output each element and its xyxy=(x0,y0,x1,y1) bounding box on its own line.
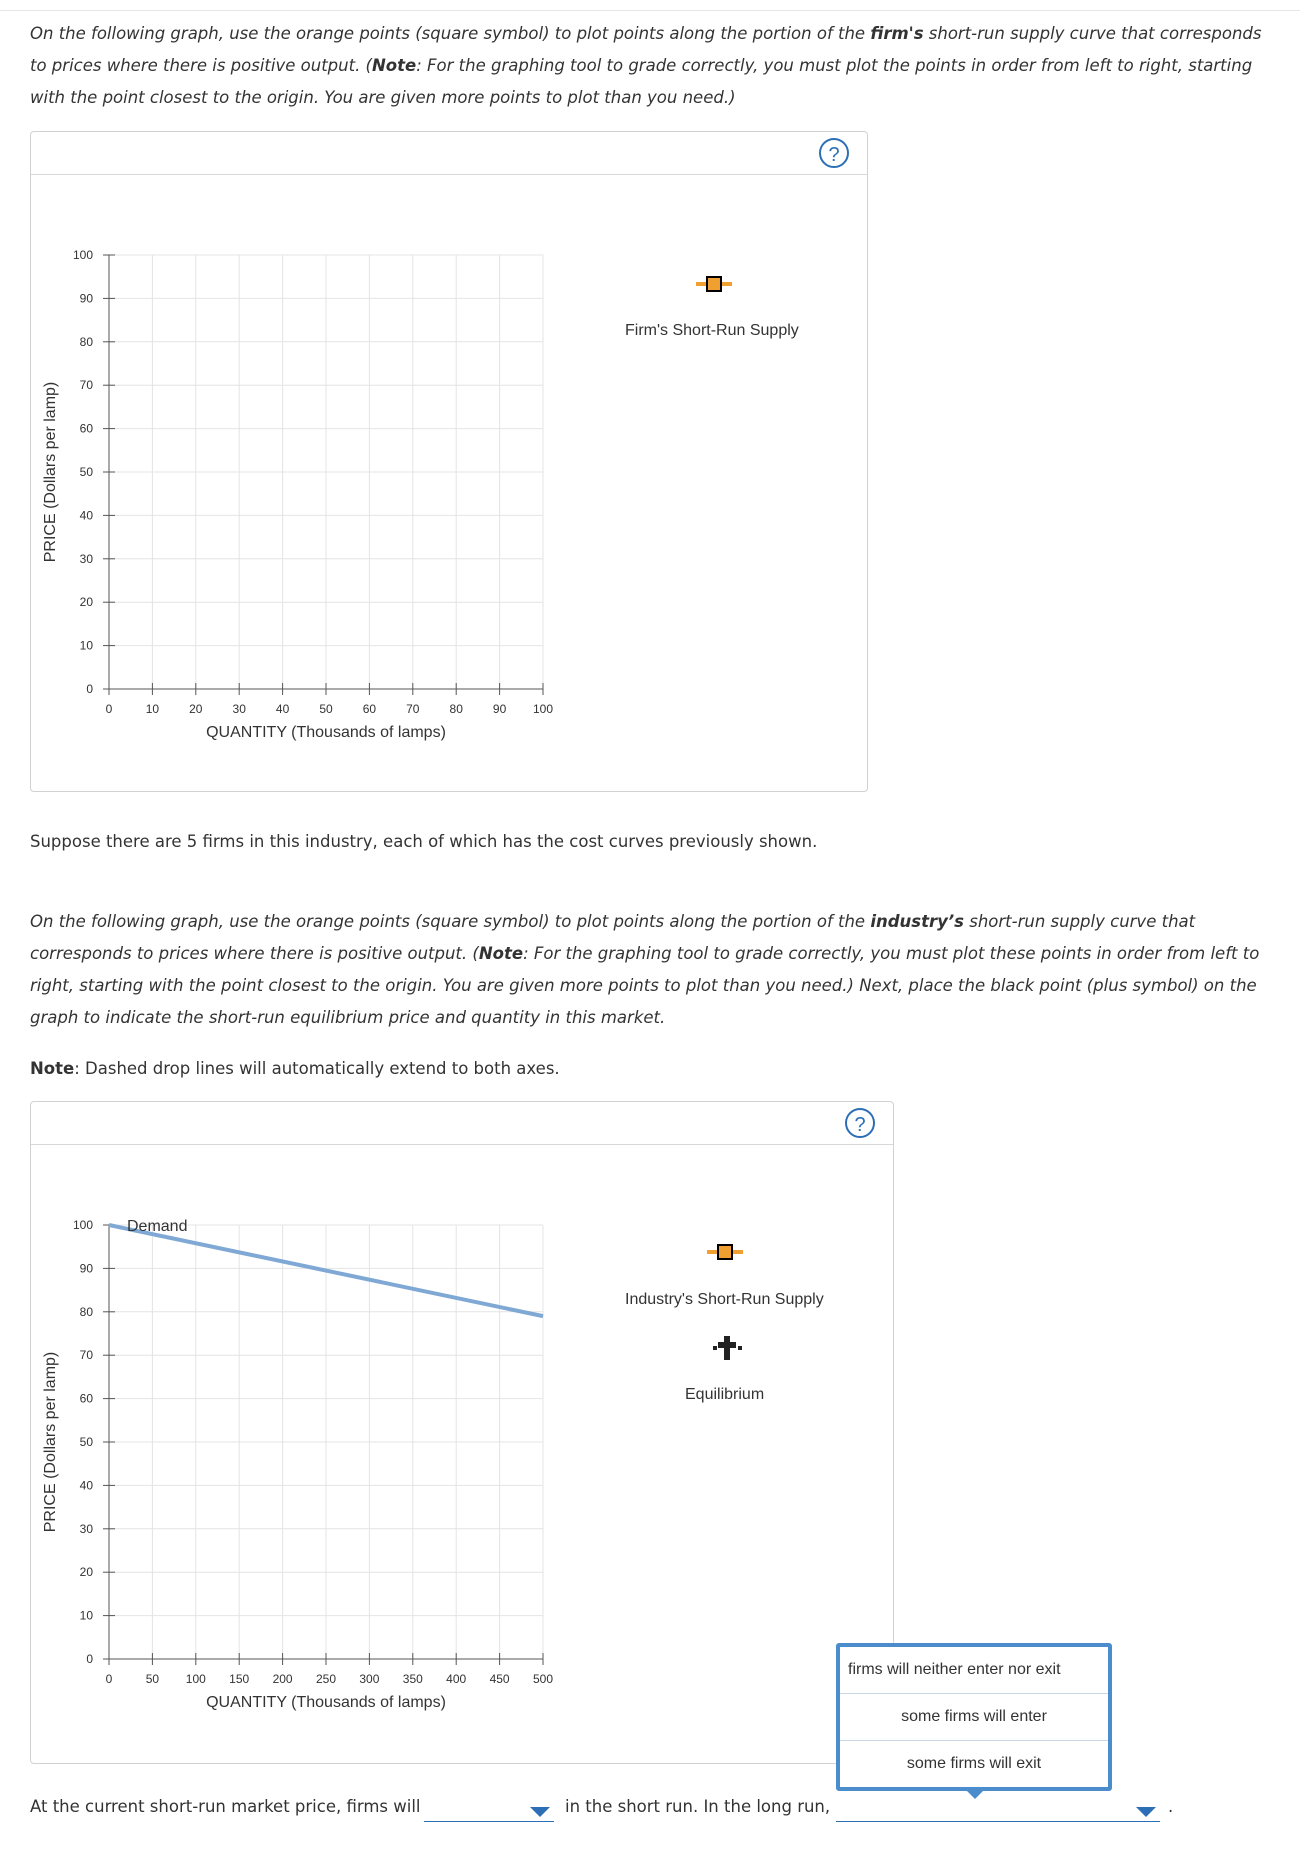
equilibrium-point-tool[interactable] xyxy=(707,1334,747,1362)
x-tick-label: 300 xyxy=(359,1672,380,1686)
question-text-start: At the current short-run market price, firms will xyxy=(30,1797,421,1816)
question-text-middle: in the short run. In the long run, xyxy=(565,1797,831,1816)
y-tick-label: 60 xyxy=(79,1391,93,1406)
x-tick-label: 40 xyxy=(275,702,290,716)
drop-lines-note: Note: Dashed drop lines will automatically extend to both axes. xyxy=(30,1059,560,1078)
firms-count-statement: Suppose there are 5 firms in this industry, each of which has the cost curves previously shown. xyxy=(30,832,818,851)
industry-supply-graph[interactable] xyxy=(30,1170,590,1730)
y-tick-label: 90 xyxy=(79,1261,93,1276)
y-axis-label: PRICE (Dollars per lamp) xyxy=(42,1351,59,1533)
x-tick-label: 0 xyxy=(105,702,113,716)
graph-toolbar xyxy=(31,132,867,175)
y-tick-label: 20 xyxy=(79,1565,93,1580)
chevron-down-icon xyxy=(1136,1807,1156,1817)
orange-square-point-icon[interactable] xyxy=(705,1240,745,1264)
x-tick-label: 150 xyxy=(229,1672,250,1686)
x-tick-label: 400 xyxy=(446,1672,467,1686)
x-tick-label: 10 xyxy=(145,702,160,716)
menu-pointer xyxy=(964,1788,986,1799)
y-tick-label: 80 xyxy=(79,1304,93,1319)
legend-firm-supply: Firm's Short-Run Supply xyxy=(625,322,799,339)
y-tick-label: 100 xyxy=(72,1218,93,1232)
y-tick-label: 30 xyxy=(79,1521,93,1536)
x-tick-label: 450 xyxy=(489,1672,510,1686)
x-tick-label: 100 xyxy=(185,1672,206,1686)
y-tick-label: 40 xyxy=(79,1478,93,1493)
y-tick-label: 100 xyxy=(72,248,93,262)
x-tick-label: 80 xyxy=(449,702,463,716)
dropdown-option-neither[interactable]: firms will neither enter nor exit xyxy=(848,1661,1061,1678)
x-tick-label: 60 xyxy=(362,702,377,716)
y-tick-label: 80 xyxy=(79,334,93,349)
x-tick-label: 50 xyxy=(319,702,333,716)
firm-supply-point-tool[interactable] xyxy=(694,272,734,296)
y-tick-label: 50 xyxy=(79,1435,93,1449)
dropdown-option-enter[interactable]: some firms will enter xyxy=(840,1693,1108,1740)
y-tick-label: 70 xyxy=(79,1348,93,1363)
legend-industry-supply: Industry's Short-Run Supply xyxy=(625,1291,824,1308)
short-run-dropdown[interactable] xyxy=(424,1797,554,1822)
instructions-firm: On the following graph, use the orange points (square symbol) to plot points along the portion of the firm's short-run supply curve that corresponds to prices where there is positive output. (Note: For the graphing tool to grade correctly, you must plot the points in order from left to right, starting with the point closest to the origin. You are given more points to plot than you need.) xyxy=(30,24,1262,107)
x-tick-label: 90 xyxy=(492,702,507,716)
x-tick-label: 0 xyxy=(105,1672,113,1686)
x-tick-label: 200 xyxy=(272,1672,293,1686)
y-tick-label: 10 xyxy=(79,638,93,653)
y-tick-label: 50 xyxy=(79,465,93,479)
question-text-end: . xyxy=(1168,1797,1174,1816)
x-tick-label: 350 xyxy=(402,1672,423,1686)
y-tick-label: 40 xyxy=(79,508,93,523)
x-axis-label: QUANTITY (Thousands of lamps) xyxy=(206,724,446,741)
long-run-dropdown-menu xyxy=(836,1643,1112,1791)
chevron-down-icon xyxy=(530,1807,550,1817)
x-tick-label: 100 xyxy=(532,702,554,716)
industry-supply-point-tool[interactable] xyxy=(705,1240,745,1264)
x-tick-label: 50 xyxy=(145,1672,160,1686)
top-divider xyxy=(0,10,1300,11)
x-tick-label: 70 xyxy=(406,702,420,716)
legend-equilibrium: Equilibrium xyxy=(685,1386,765,1403)
instructions-industry: On the following graph, use the orange points (square symbol) to plot points along the portion of the industry’s short-run supply curve that corresponds to prices where there is positive output. (Note: For the graphing tool to grade correctly, you must plot these points in order from left to right, starting with the point closest to the origin. You are given more points to plot than you need.) Next, place the black point (plus symbol) on the graph to indicate the short-run equilibrium price and quantity in this market. xyxy=(30,912,1260,1027)
orange-square-point-icon[interactable] xyxy=(694,272,734,296)
black-plus-point-icon[interactable] xyxy=(707,1334,747,1362)
x-tick-label: 30 xyxy=(232,702,246,716)
graph-toolbar xyxy=(31,1102,893,1145)
help-icon[interactable]: ? xyxy=(819,138,849,168)
dropdown-option-exit[interactable]: some firms will exit xyxy=(840,1740,1108,1787)
y-axis-label: PRICE (Dollars per lamp) xyxy=(42,381,59,563)
y-tick-label: 20 xyxy=(79,595,93,610)
y-tick-label: 30 xyxy=(79,551,93,566)
x-tick-label: 500 xyxy=(532,1672,554,1686)
firm-supply-graph[interactable] xyxy=(30,200,590,760)
y-tick-label: 0 xyxy=(86,1652,93,1666)
y-tick-label: 70 xyxy=(79,378,93,393)
y-tick-label: 0 xyxy=(86,682,93,696)
help-icon[interactable]: ? xyxy=(845,1108,875,1138)
demand-label: Demand xyxy=(127,1218,188,1235)
x-tick-label: 20 xyxy=(189,702,203,716)
x-tick-label: 250 xyxy=(315,1672,337,1686)
y-tick-label: 60 xyxy=(79,421,93,436)
x-axis-label: QUANTITY (Thousands of lamps) xyxy=(206,1694,446,1711)
long-run-dropdown[interactable] xyxy=(836,1797,1160,1822)
y-tick-label: 90 xyxy=(79,291,93,306)
y-tick-label: 10 xyxy=(79,1608,93,1623)
